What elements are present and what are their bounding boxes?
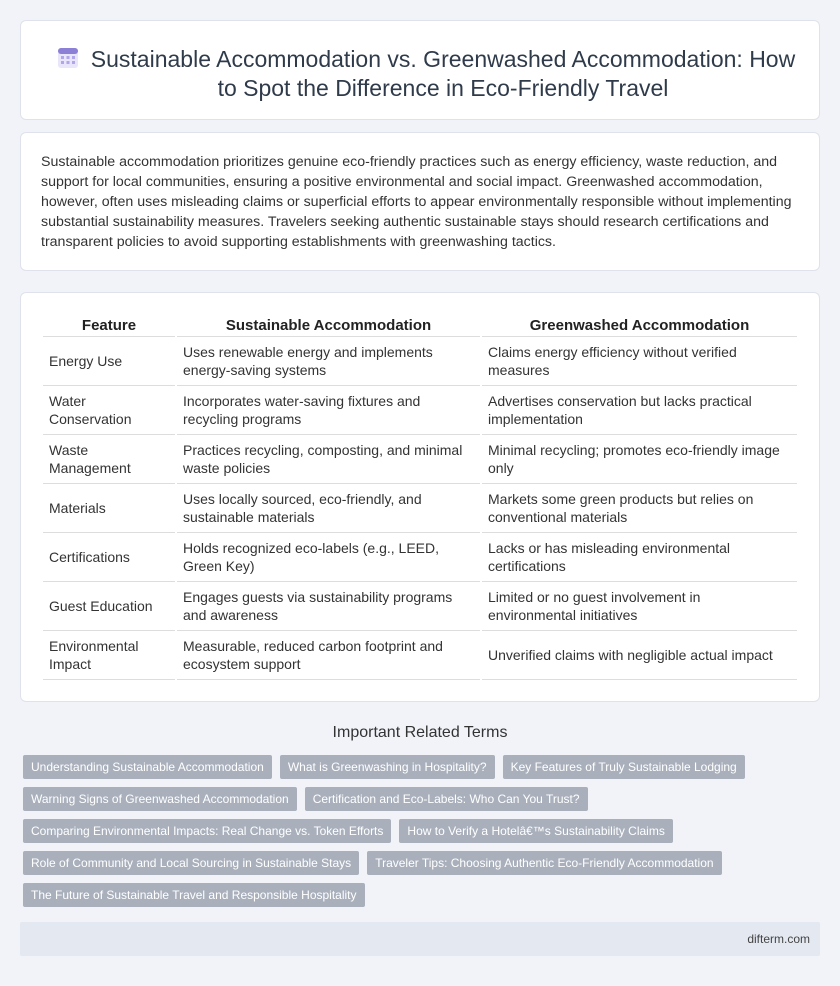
related-term-tag[interactable]: Warning Signs of Greenwashed Accommodation bbox=[23, 787, 297, 811]
related-term-tag[interactable]: Understanding Sustainable Accommodation bbox=[23, 755, 272, 779]
sustainable-cell: Incorporates water-saving fixtures and recycling programs bbox=[177, 386, 480, 435]
sustainable-cell: Holds recognized eco-labels (e.g., LEED, Green Key) bbox=[177, 533, 480, 582]
header-sustainable: Sustainable Accommodation bbox=[177, 313, 480, 337]
comparison-card bbox=[20, 292, 820, 702]
header-greenwashed: Greenwashed Accommodation bbox=[482, 313, 797, 337]
table-row bbox=[43, 533, 797, 582]
feature-cell: Energy Use bbox=[43, 337, 175, 386]
table-row bbox=[43, 631, 797, 680]
page-title: Sustainable Accommodation vs. Greenwashed Accommodation: How to Spot the Difference in Eco-Friendly Travel bbox=[90, 46, 796, 101]
table-row bbox=[43, 582, 797, 631]
sustainable-cell: Uses locally sourced, eco-friendly, and sustainable materials bbox=[177, 484, 480, 533]
sustainable-cell: Uses renewable energy and implements energy-saving systems bbox=[177, 337, 480, 386]
feature-cell: Certifications bbox=[43, 533, 175, 582]
greenwashed-cell: Lacks or has misleading environmental certifications bbox=[482, 533, 797, 582]
site-link[interactable]: difterm.com bbox=[747, 932, 810, 946]
feature-cell: Guest Education bbox=[43, 582, 175, 631]
header-feature: Feature bbox=[43, 313, 175, 337]
greenwashed-cell: Advertises conservation but lacks practical implementation bbox=[482, 386, 797, 435]
related-term-tag[interactable]: What is Greenwashing in Hospitality? bbox=[280, 755, 495, 779]
related-term-tag[interactable]: Certification and Eco-Labels: Who Can You Trust? bbox=[305, 787, 588, 811]
greenwashed-cell: Markets some green products but relies on conventional materials bbox=[482, 484, 797, 533]
greenwashed-cell: Claims energy efficiency without verified measures bbox=[482, 337, 797, 386]
comparison-table bbox=[41, 313, 799, 680]
related-term-tag[interactable]: Role of Community and Local Sourcing in Sustainable Stays bbox=[23, 851, 359, 875]
title-card bbox=[20, 20, 820, 120]
table-row bbox=[43, 337, 797, 386]
related-term-tag[interactable]: How to Verify a Hotelâ€™s Sustainability Claims bbox=[399, 819, 672, 843]
greenwashed-cell: Limited or no guest involvement in environmental initiatives bbox=[482, 582, 797, 631]
footer bbox=[20, 922, 820, 956]
related-terms-heading: Important Related Terms bbox=[332, 724, 508, 741]
related-term-tag[interactable]: Traveler Tips: Choosing Authentic Eco-Friendly Accommodation bbox=[367, 851, 721, 875]
related-term-tag[interactable]: Key Features of Truly Sustainable Lodging bbox=[503, 755, 745, 779]
table-row bbox=[43, 484, 797, 533]
sustainable-cell: Practices recycling, composting, and minimal waste policies bbox=[177, 435, 480, 484]
related-term-tag[interactable]: Comparing Environmental Impacts: Real Change vs. Token Efforts bbox=[23, 819, 391, 843]
feature-cell: Environmental Impact bbox=[43, 631, 175, 680]
intro-paragraph: Sustainable accommodation prioritizes genuine eco-friendly practices such as energy efficiency, waste reduction, and support for local communities, ensuring a positive environmental and social impact. Greenwashed accommodation, however, often uses misleading claims or superficial efforts to appear environmentally responsible without implementing substantial sustainability measures. Travelers seeking authentic sustainable stays should research certifications and transparent policies to avoid supporting establishments with greenwashing tactics. bbox=[41, 154, 792, 250]
table-header-row bbox=[43, 313, 797, 337]
feature-cell: Materials bbox=[43, 484, 175, 533]
related-term-tag[interactable]: The Future of Sustainable Travel and Responsible Hospitality bbox=[23, 883, 365, 907]
intro-card bbox=[20, 132, 820, 271]
feature-cell: Waste Management bbox=[43, 435, 175, 484]
greenwashed-cell: Unverified claims with negligible actual impact bbox=[482, 631, 797, 680]
table-row bbox=[43, 435, 797, 484]
sustainable-cell: Engages guests via sustainability programs and awareness bbox=[177, 582, 480, 631]
greenwashed-cell: Minimal recycling; promotes eco-friendly image only bbox=[482, 435, 797, 484]
related-terms-list bbox=[23, 755, 823, 915]
sustainable-cell: Measurable, reduced carbon footprint and ecosystem support bbox=[177, 631, 480, 680]
table-row bbox=[43, 386, 797, 435]
feature-cell: Water Conservation bbox=[43, 386, 175, 435]
